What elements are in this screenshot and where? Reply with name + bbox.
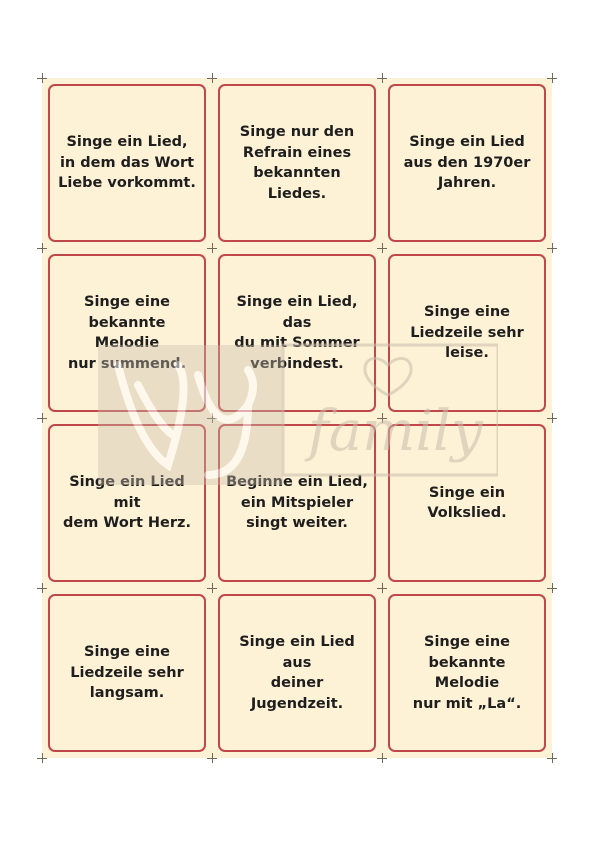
card-sheet [42, 78, 552, 758]
card-cell [212, 78, 382, 248]
cut-mark [547, 588, 557, 589]
cut-mark [207, 758, 217, 759]
card-text: Singe ein Lied aus den 1970er Jahren. [403, 134, 531, 192]
card-cell [42, 248, 212, 418]
cut-mark [37, 248, 47, 249]
card-grid [42, 78, 552, 758]
card-cell [382, 78, 552, 248]
card-text: Singe ein Lied, das du mit Sommer verbindest. [234, 294, 360, 372]
cut-mark [547, 78, 557, 79]
card-cell [42, 418, 212, 588]
task-card [48, 594, 206, 752]
card-text: Singe eine Liedzeile sehr langsam. [70, 644, 184, 702]
card-text: Singe ein Lied, in dem das Wort Liebe vorkommt. [58, 134, 196, 192]
card-text: Singe eine bekannte Melodie nur mit „La“. [412, 634, 522, 712]
task-card [388, 594, 546, 752]
card-text: Singe nur den Refrain eines bekannten Liedes. [239, 124, 355, 202]
card-cell [42, 588, 212, 758]
task-card [218, 424, 376, 582]
cut-mark [37, 418, 47, 419]
cut-mark [207, 248, 217, 249]
card-cell [42, 78, 212, 248]
task-card [218, 84, 376, 242]
card-text: Beginne ein Lied, ein Mitspieler singt weiter. [226, 474, 368, 532]
cut-mark [547, 758, 557, 759]
cut-mark [377, 248, 387, 249]
task-card [388, 424, 546, 582]
task-card [388, 84, 546, 242]
cut-mark [207, 588, 217, 589]
card-text: Singe ein Lied aus deiner Jugendzeit. [239, 634, 355, 712]
task-card [48, 84, 206, 242]
cut-mark [37, 588, 47, 589]
card-text: Singe eine Liedzeile sehr leise. [410, 304, 524, 362]
watermark-text: family [308, 399, 483, 464]
card-cell [382, 248, 552, 418]
task-card [218, 594, 376, 752]
card-cell [212, 418, 382, 588]
card-cell [212, 248, 382, 418]
cut-mark [37, 78, 47, 79]
cut-mark [377, 758, 387, 759]
cut-mark [377, 78, 387, 79]
task-card [388, 254, 546, 412]
cut-mark [377, 588, 387, 589]
cut-mark [37, 758, 47, 759]
cut-mark [547, 418, 557, 419]
cut-mark [547, 248, 557, 249]
cut-mark [207, 418, 217, 419]
cut-mark [207, 78, 217, 79]
card-cell [382, 588, 552, 758]
card-text: Singe ein Lied mit dem Wort Herz. [62, 474, 191, 532]
card-text: Singe eine bekannte Melodie nur summend. [67, 294, 187, 372]
task-card [48, 254, 206, 412]
card-text: Singe ein Volkslied. [427, 484, 507, 521]
cut-mark [377, 418, 387, 419]
card-cell [212, 588, 382, 758]
task-card [48, 424, 206, 582]
task-card [218, 254, 376, 412]
card-cell [382, 418, 552, 588]
